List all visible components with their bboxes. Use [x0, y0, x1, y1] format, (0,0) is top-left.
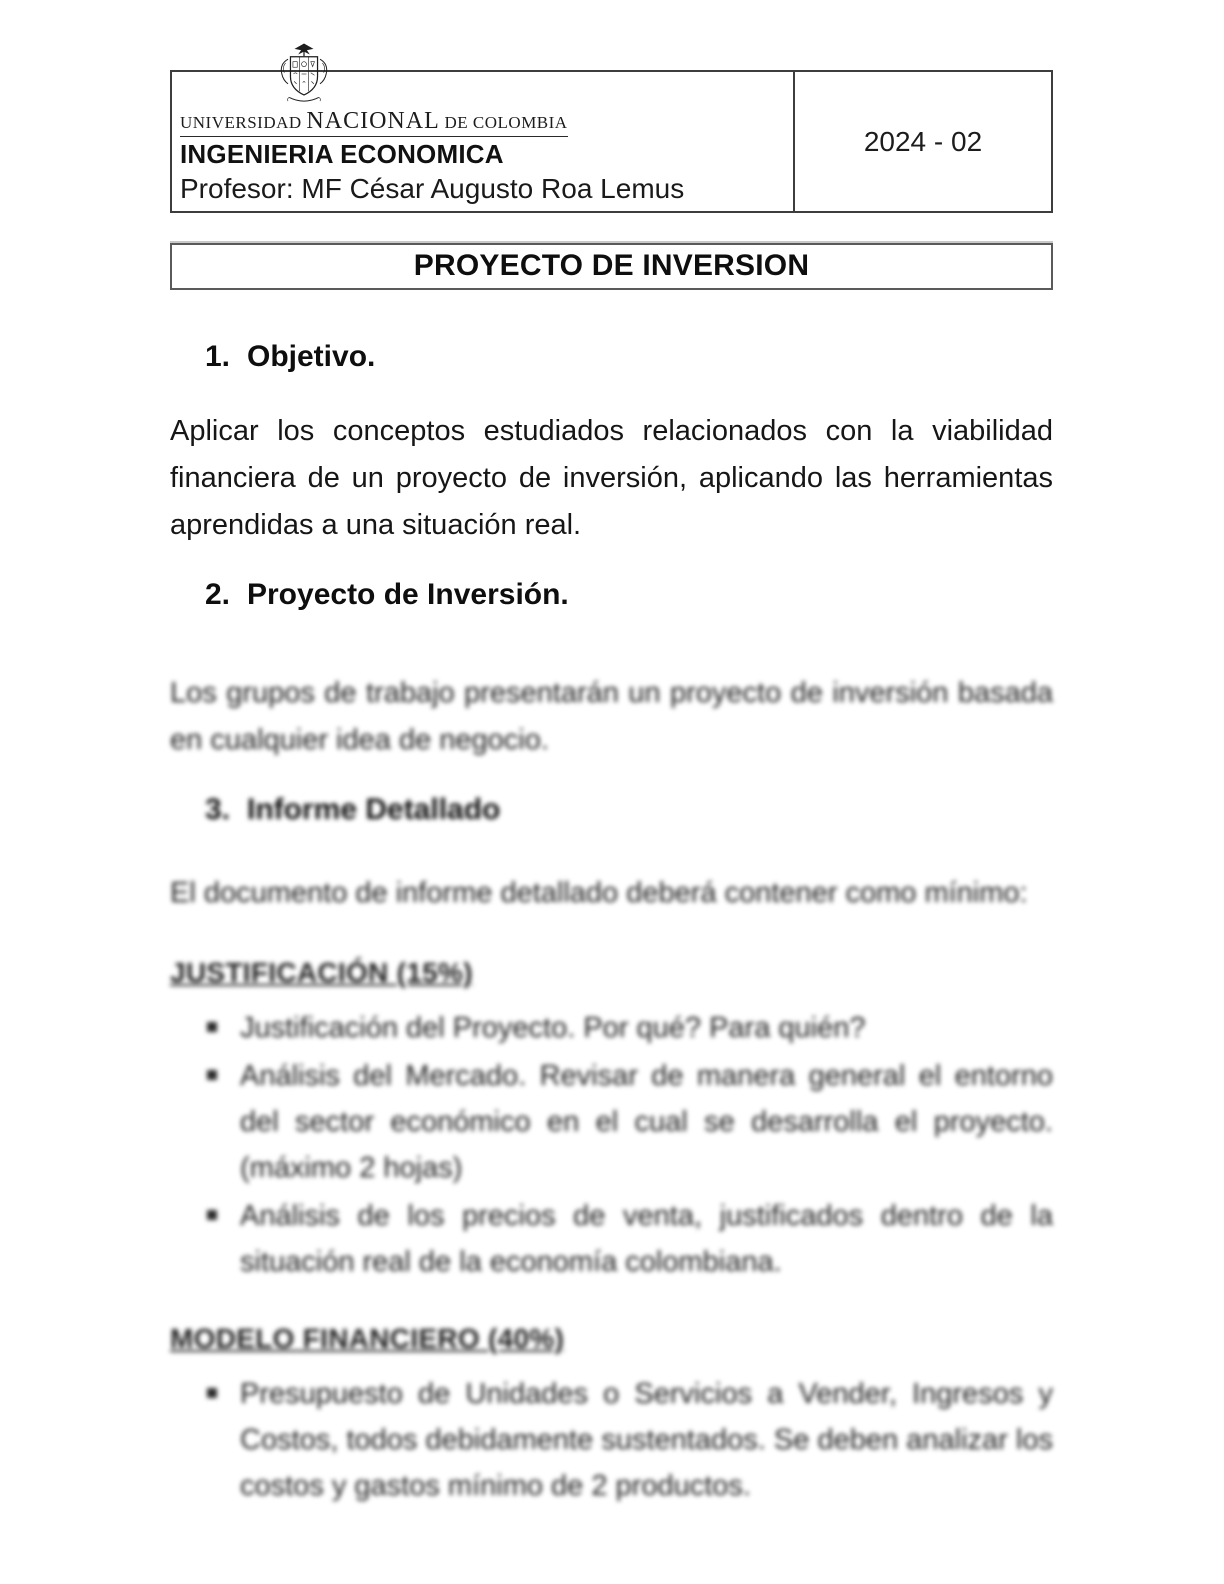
list-item — [170, 1005, 1053, 1051]
heading-modelo-financiero: MODELO FINANCIERO (40%) — [170, 1323, 565, 1354]
heading-informe-title: Informe Detallado — [247, 793, 501, 826]
square-bullet-icon — [205, 1053, 240, 1191]
bullet-text: Análisis de los precios de venta, justificados dentro de la situación real de la economía colombiana. — [240, 1200, 1053, 1278]
heading-proyecto — [205, 578, 1053, 612]
modelo-bullet-list — [170, 1371, 1053, 1509]
document-title: PROYECTO DE INVERSION — [413, 249, 810, 282]
professor-line: Profesor: MF César Augusto Roa Lemus — [180, 173, 685, 204]
heading-objetivo-number: 1. — [205, 340, 231, 373]
list-item — [170, 1053, 1053, 1191]
square-bullet-icon — [205, 1005, 240, 1051]
term-label: 2024 - 02 — [863, 125, 983, 157]
proyecto-intro-paragraph: Los grupos de trabajo presentarán un proyecto de inversión basada en cualquier idea de negocio. — [170, 677, 1053, 756]
course-name: INGENIERIA ECONOMICA — [180, 139, 504, 169]
heading-proyecto-title: Proyecto de Inversión. — [247, 578, 569, 611]
square-bullet-icon — [205, 1193, 240, 1285]
document-title-box — [170, 243, 1053, 290]
justificacion-bullet-list — [170, 1005, 1053, 1285]
header-table — [170, 70, 1053, 213]
header-left-cell — [172, 72, 795, 211]
bullet-text: Presupuesto de Unidades o Servicios a Vender, Ingresos y Costos, todos debidamente sustentados. Se deben analizar los costos y gastos mínimo de 2 productos. — [240, 1378, 1053, 1502]
universidad-nacional-crest-icon — [272, 42, 336, 106]
university-word-nacional: NACIONAL — [306, 108, 440, 134]
square-bullet-icon — [205, 1371, 240, 1509]
heading-informe-detallado — [205, 793, 1053, 827]
list-item — [170, 1371, 1053, 1509]
blurred-section — [170, 670, 1053, 1509]
university-name — [180, 108, 568, 137]
university-word-universidad: UNIVERSIDAD — [180, 113, 302, 132]
list-item — [170, 1193, 1053, 1285]
university-word-de-colombia: DE COLOMBIA — [444, 113, 568, 132]
heading-justificacion: JUSTIFICACIÓN (15%) — [170, 957, 473, 988]
bullet-text: Análisis del Mercado. Revisar de manera general el entorno del sector económico en el cual se desarrolla el proyecto. (máximo 2 hojas) — [240, 1060, 1053, 1184]
header-term-cell — [795, 72, 1051, 211]
bullet-text: Justificación del Proyecto. Por qué? Para quién? — [240, 1012, 866, 1044]
heading-informe-number: 3. — [205, 793, 231, 826]
informe-intro-paragraph: El documento de informe detallado deberá contener como mínimo: — [170, 877, 1028, 909]
heading-proyecto-number: 2. — [205, 578, 231, 611]
objetivo-paragraph: Aplicar los conceptos estudiados relacionados con la viabilidad financiera de un proyecto de inversión, aplicando las herramientas aprendidas a una situación real. — [170, 415, 1053, 541]
heading-objetivo — [205, 340, 1053, 374]
heading-objetivo-title: Objetivo. — [247, 340, 376, 373]
